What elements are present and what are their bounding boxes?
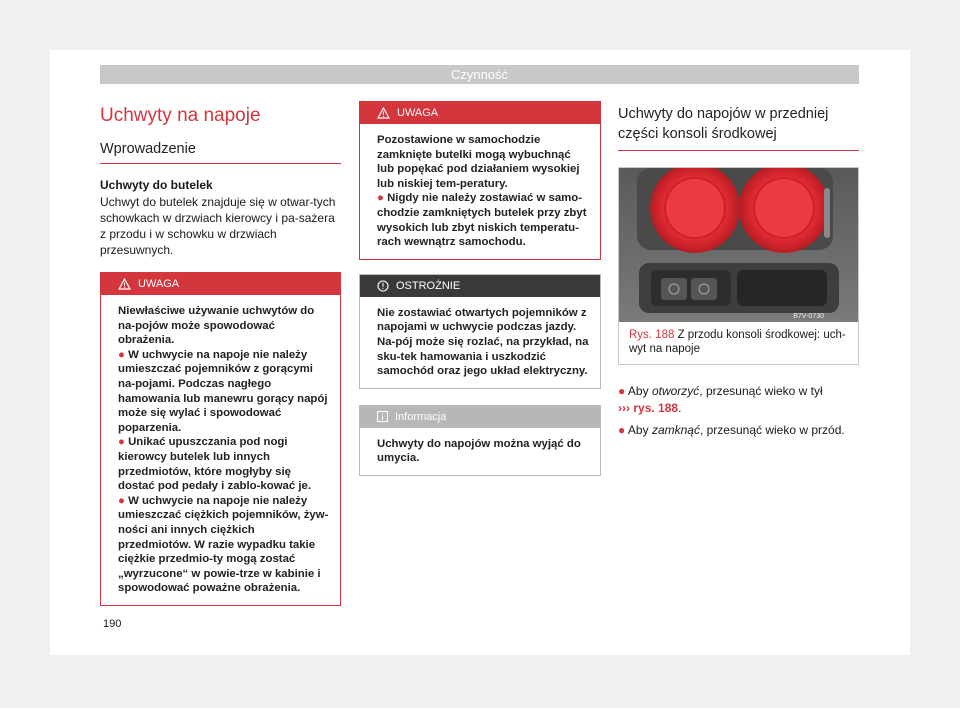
arrow-icon: ››› [618,401,630,415]
caution-header [360,275,600,297]
warning-item: ● W uchwycie na napoje nie należy umieszczać pojemników z gorącymi na-pojami. Podczas nagłego hamowania lub manewru gorący napój może się wylać i spowodować poparzenia. [118,348,328,434]
warning-triangle-icon [118,278,131,290]
warning-header [360,102,600,124]
figure-caption [619,322,858,364]
warning-item: ● W uchwycie na napoje nie należy umieszczać ciężkich pojemników, żyw-ności ani innych ciężkich przedmiotów. W razie wypadku takie ciężkie przedmio-ty mogą zostać „wyrzucone“ w powie-trze w kabinie i spowodować poważne obrażenia. [118,494,329,595]
bullet-icon: ● [118,348,125,361]
warning-header [101,273,340,295]
info-header [360,406,600,428]
caution-circle-icon [377,280,389,292]
caution-body: Nie zostawiać otwartych pojemników z napojami w uchwycie podczas jazdy. Na-pój może się rozlać, na przykład, na sku-tek hamowania i uszkodzić samochód oraz jego układ elektryczny. [377,306,589,378]
bullet-icon: ● [118,494,125,507]
warning-triangle-icon [377,107,390,119]
info-icon [377,411,388,422]
cup-holder-illustration [619,168,858,322]
warning-box [359,101,601,260]
bullet-icon: ● [618,423,626,437]
caution-box [359,274,601,389]
warning-intro: Pozostawione w samochodzie zamknięte butelki mogą wybuchnąć lub popękać pod działaniem wysokiej lub niskiej tem-peratury. [377,134,580,190]
warning-box [100,272,341,606]
warning-body [360,124,600,259]
figure-188 [618,167,859,365]
section-heading: Uchwyty do napojów w przedniej części konsoli środkowej [618,104,859,151]
bullet-icon: ● [618,384,626,398]
page-title: Uchwyty na napoje [100,105,261,126]
warning-item: ● Unikać upuszczania pod nogi kierowcy butelek lub innych przedmiotów, które mogłyby się dostać pod pedały i zablo-kować je. [118,436,312,493]
right-column [618,100,859,439]
info-body: Uchwyty do napojów można wyjąć do umycia. [377,437,581,465]
warning-label: UWAGA [397,107,439,119]
page-number: 190 [103,618,122,630]
body-text: Uchwyt do butelek znajduje się w otwar-tych schowkach w drzwiach kierowcy i pa-sażera z przodu i w schowku w drzwiach przesuwnych. [100,195,336,257]
list-item: ● Aby zamknąć, przesunąć wieko w przód. [618,423,845,437]
bullet-icon: ● [377,192,384,205]
middle-column [359,101,601,476]
warning-label: UWAGA [138,278,180,290]
warning-intro: Niewłaściwe używanie uchwytów do na-pojów może spowodować obrażenia. [118,305,315,347]
caution-label: OSTROŻNIE [396,279,461,292]
left-column [100,95,341,606]
caption-text: Z przodu konsoli środkowej: uch-wyt na napoje [629,329,846,355]
chapter-header: Czynność [100,65,859,84]
caption-ref: Rys. 188 [629,329,675,341]
section-heading: Wprowadzenie [100,141,341,164]
figure-link[interactable]: rys. 188 [633,401,679,415]
warning-body [101,295,340,605]
subsection-heading: Uchwyty do butelek [100,178,213,192]
bullet-icon: ● [118,436,125,449]
warning-item: ● Nigdy nie należy zostawiać w samo-chodzie zamkniętych butelek przy zbyt wysokich lub zbyt niskich temperatu-rach wewnątrz samochodu. [377,192,587,249]
list-item: ● Aby otworzyć, przesunąć wieko w tył ››› rys. 188. [618,384,823,415]
figure-code: B7V-0730 [793,313,824,320]
info-label: Informacja [395,410,447,423]
info-box [359,405,601,476]
